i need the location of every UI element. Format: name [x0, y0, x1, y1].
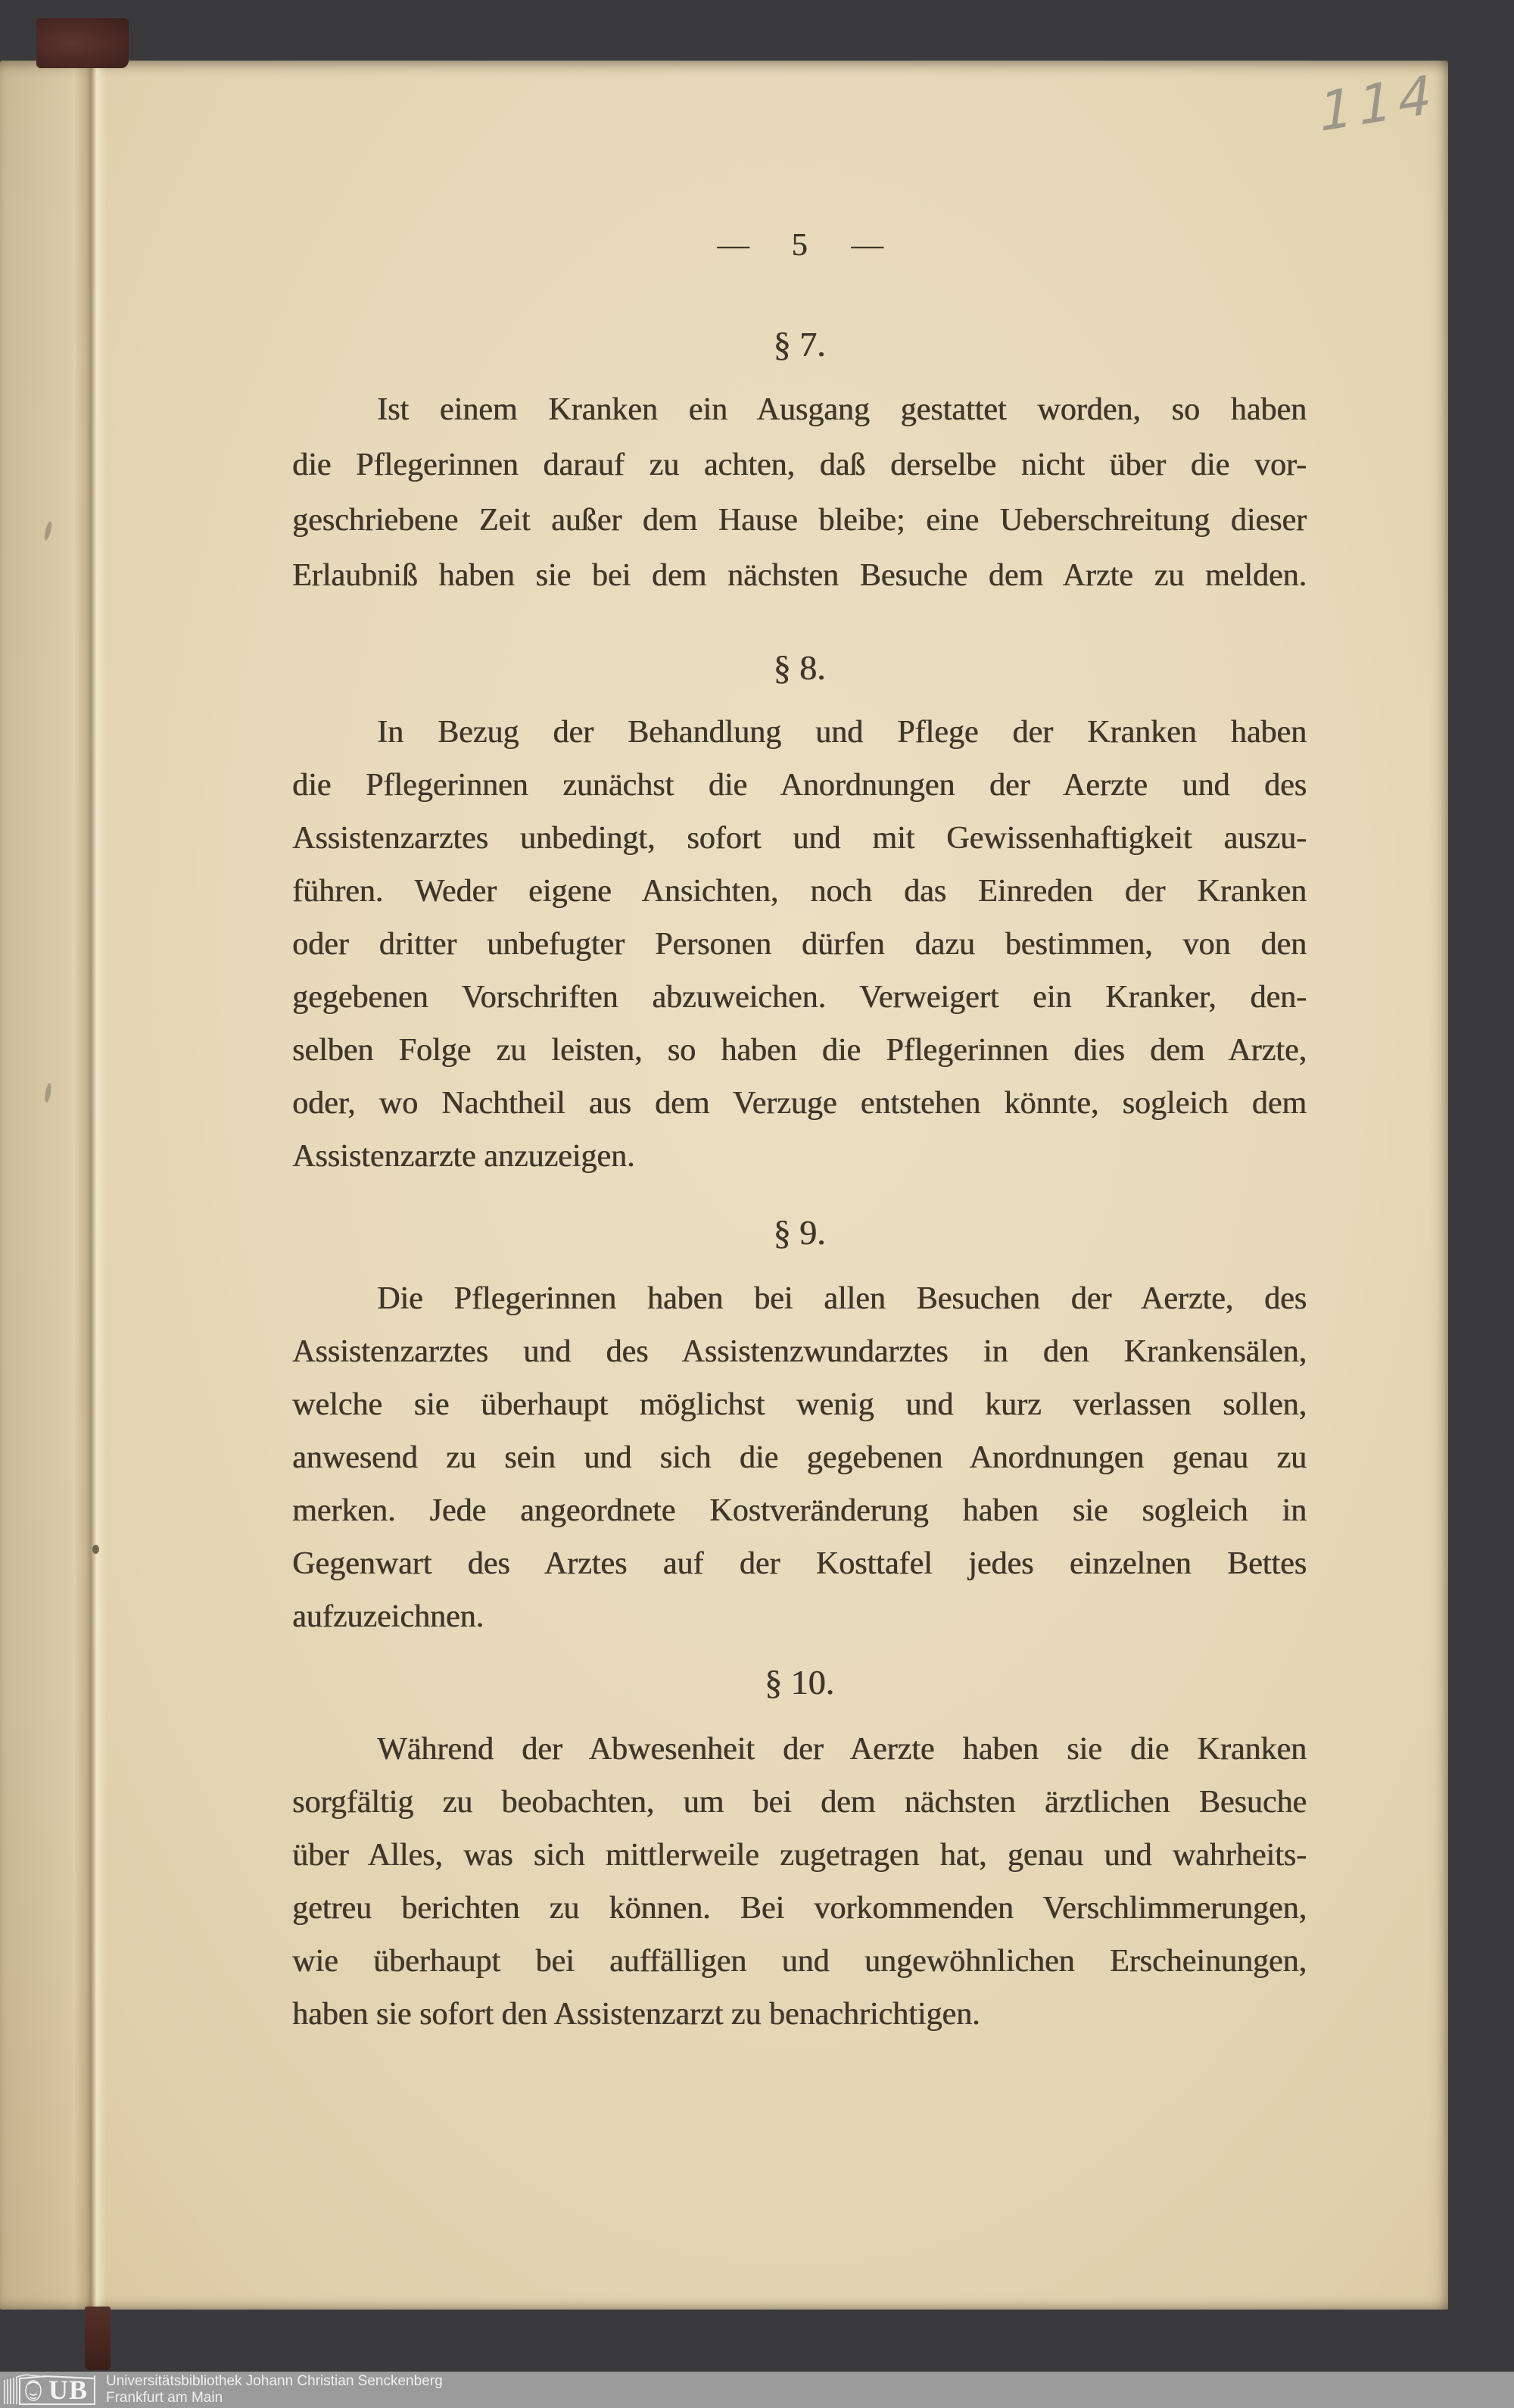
ub-logo-text: UB	[48, 2375, 89, 2405]
text-line: merken. Jede angeordnete Kostveränderung haben sie sogleich in	[292, 1493, 1307, 1528]
page-number-right-dash: —	[851, 228, 882, 263]
text-line: Ist einem Kranken ein Ausgang gestattet worden, so haben	[377, 392, 1307, 427]
handwritten-folio-number: 114	[1318, 62, 1440, 144]
text-line: führen. Weder eigene Ansichten, noch das Einreden der Kranken	[292, 874, 1307, 909]
text-line: Während der Abwesenheit der Aerzte haben sie die Kranken	[377, 1732, 1307, 1767]
text-line: Erlaubniß haben sie bei dem nächsten Besuche dem Arzte zu melden.	[292, 558, 1307, 593]
text-line: die Pflegerinnen zunächst die Anordnungen der Aerzte und des	[292, 768, 1307, 803]
text-line: aufzuzeichnen.	[292, 1599, 484, 1634]
library-attribution	[106, 2373, 443, 2406]
text-line: getreu berichten zu können. Bei vorkommenden Verschlimmerungen,	[292, 1891, 1307, 1926]
text-line: Assistenzarztes und des Assistenzwundarztes in den Krankensälen,	[292, 1334, 1307, 1369]
text-line: anwesend zu sein und sich die gegebenen Anordnungen genau zu	[292, 1440, 1307, 1475]
text-line: In Bezug der Behandlung und Pflege der Kranken haben	[377, 715, 1307, 750]
ub-logo	[3, 2374, 97, 2406]
section-heading-8: § 8.	[773, 648, 826, 687]
text-line: über Alles, was sich mittlerweile zugetragen hat, genau und wahrheits-	[292, 1838, 1307, 1873]
binding-fragment-bottom	[85, 2307, 111, 2370]
text-line: oder dritter unbefugter Personen dürfen dazu bestimmen, von den	[292, 927, 1307, 962]
section-8-paragraph	[292, 706, 1307, 1183]
gutter-fold	[73, 61, 106, 2310]
section-heading-9: § 9.	[773, 1213, 826, 1252]
paper-speck	[92, 1545, 99, 1554]
text-line: wie überhaupt bei auffälligen und ungewöhnlichen Erscheinungen,	[292, 1944, 1307, 1979]
section-heading-10: § 10.	[765, 1663, 834, 1702]
text-line: welche sie überhaupt möglichst wenig und kurz verlassen sollen,	[292, 1387, 1307, 1422]
page-number-value: 5	[791, 228, 808, 263]
section-10-paragraph	[292, 1723, 1307, 2041]
library-footer-bar	[0, 2372, 1514, 2408]
text-line: Assistenzarztes unbedingt, sofort und mit Gewissenhaftigkeit auszu-	[292, 821, 1307, 856]
text-line: selben Folge zu leisten, so haben die Pflegerinnen dies dem Arzte,	[292, 1033, 1307, 1068]
binding-fragment-top	[36, 18, 129, 68]
text-line: geschriebene Zeit außer dem Hause bleibe; eine Ueberschreitung dieser	[292, 503, 1307, 538]
text-line: Die Pflegerinnen haben bei allen Besuchen der Aerzte, des	[377, 1281, 1307, 1316]
section-7-paragraph	[292, 382, 1307, 604]
text-line: haben sie sofort den Assistenzarzt zu benachrichtigen.	[292, 1997, 980, 2032]
library-city: Frankfurt am Main	[106, 2390, 223, 2406]
page-number	[292, 226, 1307, 265]
logo-divider	[94, 2375, 95, 2403]
previous-page-edge	[0, 61, 73, 2310]
section-heading-7: § 7.	[773, 325, 826, 363]
text-line: oder, wo Nachtheil aus dem Verzuge entstehen könnte, sogleich dem	[292, 1086, 1307, 1121]
library-name: Universitätsbibliothek Johann Christian Senckenberg	[106, 2373, 443, 2389]
text-line: sorgfältig zu beobachten, um bei dem nächsten ärztlichen Besuche	[292, 1785, 1307, 1820]
text-line: Gegenwart des Arztes auf der Kosttafel jedes einzelnen Bettes	[292, 1546, 1307, 1581]
text-line: gegebenen Vorschriften abzuweichen. Verweigert ein Kranker, den-	[292, 980, 1307, 1015]
text-line: Assistenzarzte anzuzeigen.	[292, 1139, 635, 1174]
text-line: die Pflegerinnen darauf zu achten, daß derselbe nicht über die vor-	[292, 448, 1307, 482]
section-9-paragraph	[292, 1272, 1307, 1643]
page-number-left-dash: —	[717, 228, 748, 263]
